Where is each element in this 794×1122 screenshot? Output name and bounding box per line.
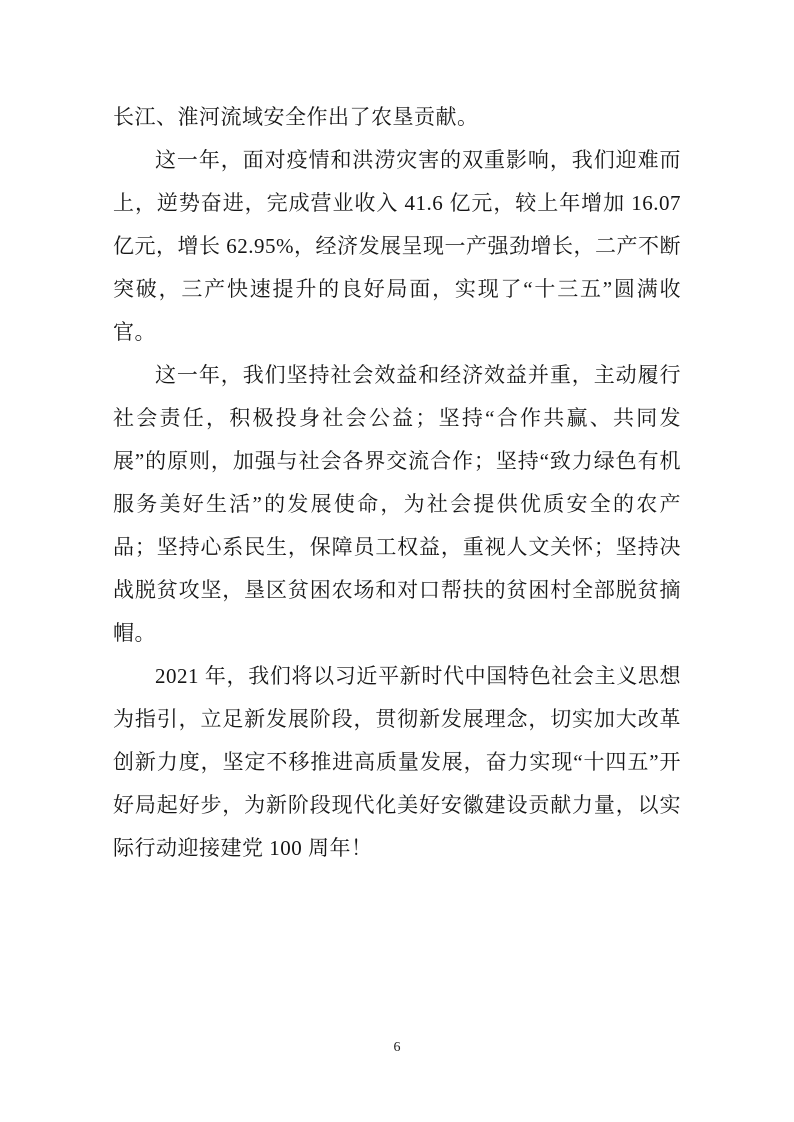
paragraph: 这一年，面对疫情和洪涝灾害的双重影响，我们迎难而上，逆势奋进，完成营业收入 41.6 亿元，较上年增加 16.07 亿元，增长 62.95%，经济发展呈现一产强劲增长，二产不断突破，三产快速提升的良好局面，实现了“十三五”圆满收官。	[113, 148, 681, 344]
document-body	[113, 96, 681, 870]
paragraph: 这一年，我们坚持社会效益和经济效益并重，主动履行社会责任，积极投身社会公益；坚持“合作共赢、共同发展”的原则，加强与社会各界交流合作；坚持“致力绿色有机 服务美好生活”的发展使命，为社会提供优质安全的农产品；坚持心系民生，保障员工权益，重视人文关怀；坚持决战脱贫攻坚，垦区贫困农场和对口帮扶的贫困村全部脱贫摘帽。	[113, 363, 681, 645]
page-number: 6	[393, 1040, 401, 1055]
paragraph: 2021 年，我们将以习近平新时代中国特色社会主义思想为指引，立足新发展阶段，贯彻新发展理念，切实加大改革创新力度，坚定不移推进高质量发展，奋力实现“十四五”开好局起好步，为新阶段现代化美好安徽建设贡献力量，以实际行动迎接建党 100 周年！	[113, 664, 681, 860]
paragraph: 长江、淮河流域安全作出了农垦贡献。	[113, 105, 479, 129]
